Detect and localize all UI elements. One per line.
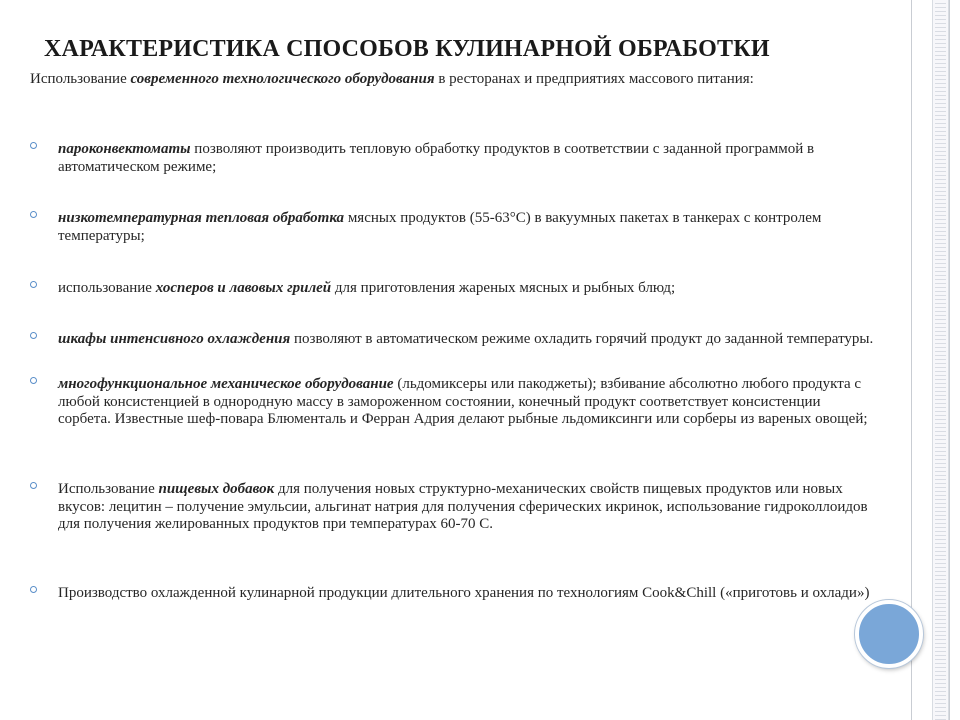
right-frame-line-outer bbox=[949, 0, 950, 720]
decorative-circle bbox=[855, 600, 923, 668]
bullet-item-food-additives bbox=[30, 481, 875, 534]
intro-paragraph bbox=[30, 70, 880, 88]
bullet-dot-icon bbox=[30, 377, 37, 384]
intro-emphasis: современного технологического оборудования bbox=[130, 71, 435, 87]
bullet-item-cook-chill bbox=[30, 585, 875, 603]
bullet-text: Производство охлажденной кулинарной продукции длительного хранения по технологиям Cook&Chill («приготовь и охлади») bbox=[58, 585, 870, 601]
bullet-item-multifunctional bbox=[30, 376, 875, 429]
bullet-text: использование хосперов и лавовых грилей для приготовления жареных мясных и рыбных блюд; bbox=[58, 280, 676, 296]
bullet-dot-icon bbox=[30, 211, 37, 218]
bullet-text: пароконвектоматы позволяют производить тепловую обработку продуктов в соответствии с заданной программой в автоматическом режиме; bbox=[58, 141, 815, 175]
bullet-dot-icon bbox=[30, 142, 37, 149]
right-frame-pattern bbox=[935, 0, 946, 720]
bullet-text: многофункциональное механическое оборудование (льдомиксеры или пакоджеты); взбивание абсолютно любого продукта с любой консистенцией в однородную массу в замороженном состоянии, конечный продукт соответствует консистенции сорбета. Известные шеф-повара Блюменталь и Ферран Адрия делают рыбные льдомиксинги или сорберы из вареных овощей; bbox=[58, 376, 868, 427]
bullet-text: низкотемпературная тепловая обработка мясных продуктов (55-63°С) в вакуумных пакетах в танкерах с контролем температуры; bbox=[58, 210, 822, 244]
bullet-dot-icon bbox=[30, 281, 37, 288]
bullet-dot-icon bbox=[30, 586, 37, 593]
bullet-text: шкафы интенсивного охлаждения позволяют в автоматическом режиме охладить горячий продукт до заданной температуры. bbox=[58, 331, 874, 347]
intro-text-before: Использование bbox=[30, 71, 131, 87]
bullet-item-combi-steamers bbox=[30, 141, 875, 176]
bullet-dot-icon bbox=[30, 332, 37, 339]
intro-text-after: в ресторанах и предприятиях массового питания: bbox=[434, 71, 754, 87]
bullet-item-low-temperature bbox=[30, 210, 875, 245]
bullet-text: Использование пищевых добавок для получения новых структурно-механических свойств пищевых продуктов или новых вкусов: лецитин – получение эмульсии, альгинат натрия для получения сферических икринок, использование гидроколлоидов для получения желированных продуктов при температурах 60-70 С. bbox=[58, 481, 868, 532]
bullet-item-grills bbox=[30, 280, 875, 298]
bullet-dot-icon bbox=[30, 482, 37, 489]
slide-title: ХАРАКТЕРИСТИКА СПОСОБОВ КУЛИНАРНОЙ ОБРАБОТКИ bbox=[44, 36, 770, 62]
bullet-item-blast-chillers bbox=[30, 331, 875, 349]
